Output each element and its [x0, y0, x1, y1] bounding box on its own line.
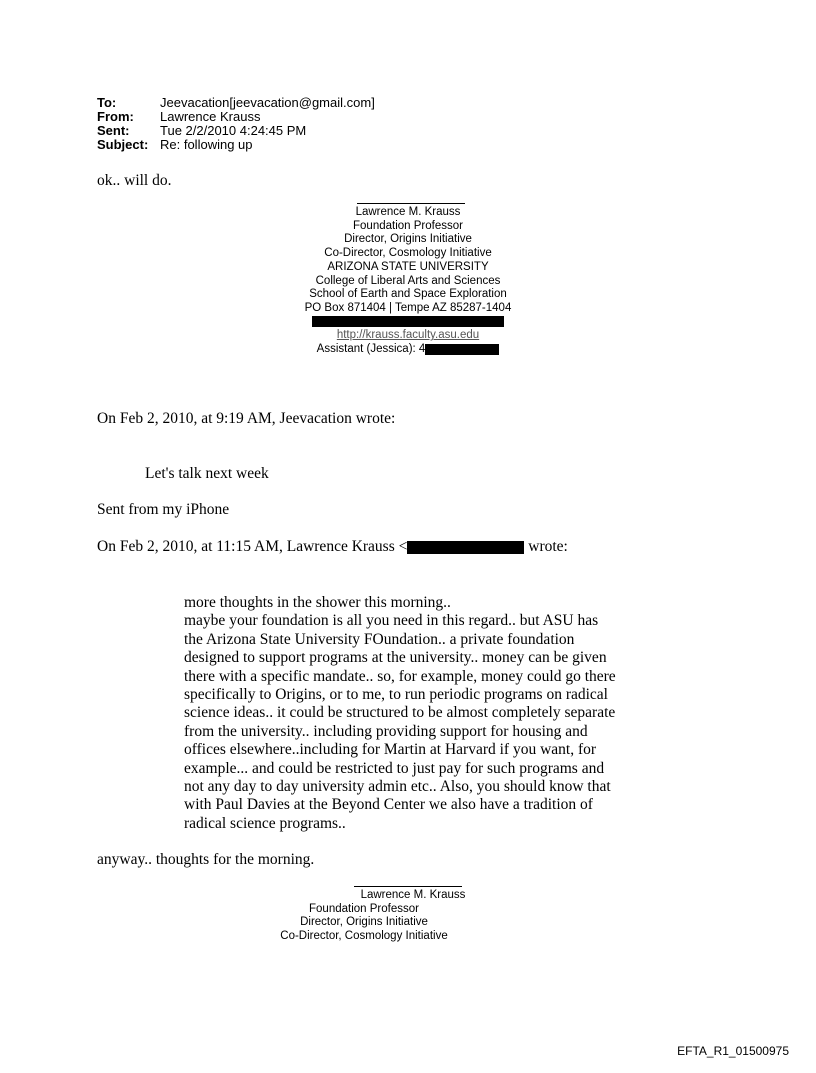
- from-label: From:: [97, 109, 134, 124]
- quoted-line: the Arizona State University FOundation.. a private foundation: [184, 630, 575, 648]
- document-id: EFTA_R1_01500975: [677, 1044, 789, 1058]
- to-value: Jeevacation[jeevacation@gmail.com]: [160, 95, 375, 110]
- sig-university: ARIZONA STATE UNIVERSITY: [327, 260, 489, 273]
- quoted-line: offices elsewhere..including for Martin at Harvard if you want, for: [184, 741, 597, 759]
- sig-redacted-contact: [258, 316, 558, 330]
- subject-row: [97, 138, 375, 152]
- to-row: [97, 96, 375, 110]
- sig-assistant: [258, 343, 558, 357]
- quoted-line: specifically to Origins, or to me, to run periodic programs on radical: [184, 686, 608, 704]
- sig-codirector: Co-Director, Cosmology Initiative: [324, 247, 492, 260]
- redaction-bar: [312, 316, 504, 327]
- quoted-line: science ideas.. it could be structured to be almost completely separate: [184, 704, 616, 722]
- sig2-director: Director, Origins Initiative: [300, 916, 428, 929]
- sent-from-line: Sent from my iPhone: [97, 501, 230, 518]
- sig-director: Director, Origins Initiative: [344, 233, 472, 246]
- quoted-line: maybe your foundation is all you need in this regard.. but ASU has: [184, 612, 599, 630]
- sent-row: [97, 124, 375, 138]
- redaction-bar: [407, 541, 524, 554]
- quote-header-2: [97, 538, 568, 556]
- quoted-line: example... and could be restricted to just pay for such programs and: [184, 759, 605, 777]
- quoted-line: from the university.. including providing support for housing and: [184, 722, 588, 740]
- sig-school: School of Earth and Space Exploration: [309, 288, 507, 301]
- signature-block-2: [259, 886, 479, 944]
- sig-url-line: [258, 329, 558, 343]
- email-header: [97, 96, 375, 152]
- quoted-line: with Paul Davies at the Beyond Center we also have a tradition of: [184, 796, 593, 814]
- sig-title: Foundation Professor: [353, 219, 463, 232]
- assistant-label: Assistant (Jessica): 4: [316, 343, 426, 356]
- sig-college: College of Liberal Arts and Sciences: [315, 274, 501, 287]
- signature-rule: [354, 886, 462, 887]
- quote-header-2-suffix: wrote:: [524, 538, 568, 555]
- quote-header-1: On Feb 2, 2010, at 9:19 AM, Jeevacation wrote:: [97, 410, 396, 427]
- quoted-line: there with a specific mandate.. so, for example, money could go there: [184, 667, 616, 685]
- sig2-codirector: Co-Director, Cosmology Initiative: [280, 930, 448, 943]
- sent-value: Tue 2/2/2010 4:24:45 PM: [160, 123, 307, 138]
- sent-label: Sent:: [97, 123, 130, 138]
- redaction-bar: [425, 344, 499, 355]
- quoted-line: designed to support programs at the university.. money can be given: [184, 649, 607, 667]
- from-row: [97, 110, 375, 124]
- signature-block: [258, 203, 558, 357]
- to-label: To:: [97, 95, 117, 110]
- sig-address: PO Box 871404 | Tempe AZ 85287-1404: [304, 301, 512, 314]
- quoted-line: not any day to day university admin etc.. Also, you should know that: [184, 778, 611, 796]
- quoted-line: more thoughts in the shower this morning..: [184, 594, 451, 611]
- signature-rule: [357, 203, 465, 204]
- sig2-name: Lawrence M. Krauss: [360, 889, 466, 901]
- sig2-title: Foundation Professor: [309, 902, 419, 915]
- quote-header-2-prefix: On Feb 2, 2010, at 11:15 AM, Lawrence Krauss <: [97, 538, 408, 555]
- faculty-link[interactable]: http://krauss.faculty.asu.edu: [336, 329, 480, 342]
- subject-value: Re: following up: [160, 137, 253, 152]
- reply-text: ok.. will do.: [97, 172, 172, 189]
- subject-label: Subject:: [97, 137, 149, 152]
- sig-name: Lawrence M. Krauss: [355, 206, 461, 218]
- quoted-reply: Let's talk next week: [145, 465, 269, 482]
- from-value: Lawrence Krauss: [160, 109, 261, 124]
- quoted-message-body: [184, 594, 644, 833]
- quoted-line: radical science programs..: [184, 814, 346, 832]
- closing-line: anyway.. thoughts for the morning.: [97, 851, 315, 868]
